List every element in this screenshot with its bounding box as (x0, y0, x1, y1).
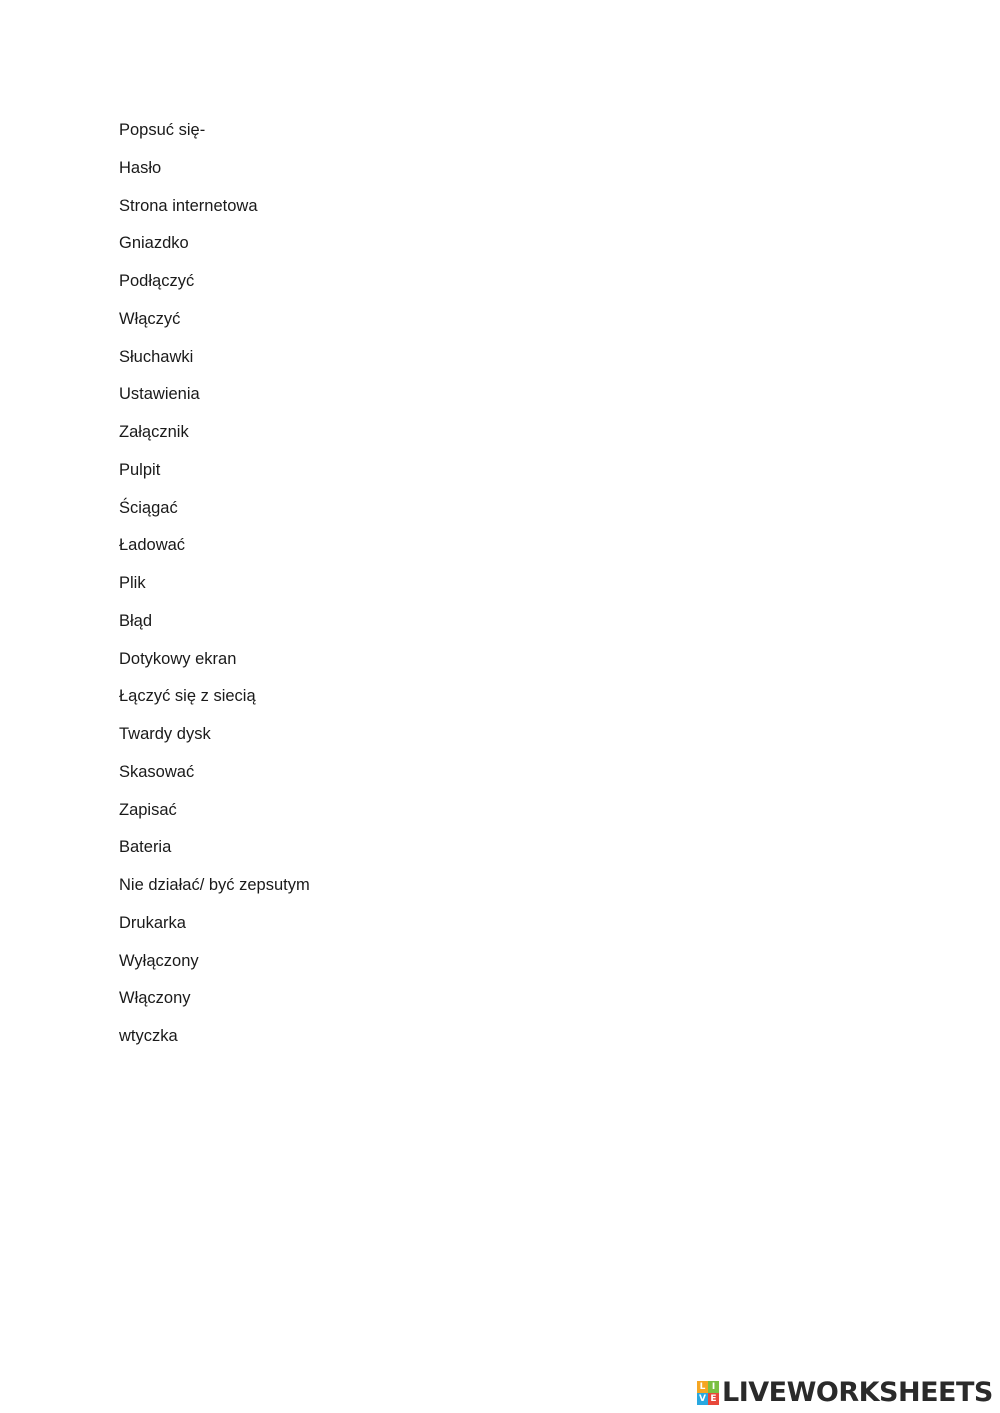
word-item: Bateria (119, 838, 172, 857)
word-item: Drukarka (119, 913, 186, 932)
word-item: Strona internetowa (119, 196, 258, 215)
word-item: Włączyć (119, 309, 181, 328)
liveworksheets-logo (697, 1379, 993, 1407)
word-item: Ściągać (119, 498, 178, 517)
logo-mark-cell: V (697, 1393, 708, 1405)
word-item: Zapisać (119, 800, 177, 819)
word-item: Nie działać/ być zepsutym (119, 876, 310, 894)
liveworksheets-logo-icon (697, 1381, 719, 1405)
word-item: Wyłączony (119, 951, 199, 970)
word-item: Załącznik (119, 423, 189, 441)
word-item: Hasło (119, 158, 162, 177)
word-item: Ustawienia (119, 385, 200, 404)
word-item: Twardy dysk (119, 725, 211, 743)
word-item: Słuchawki (119, 347, 194, 366)
logo-mark-cell: E (708, 1393, 719, 1405)
word-item: Błąd (119, 611, 153, 630)
word-item: Gniazdko (119, 234, 189, 253)
word-list (119, 118, 310, 1062)
word-item: Łączyć się z siecią (119, 687, 256, 706)
word-item: wtyczka (119, 1027, 178, 1045)
word-item: Włączony (119, 989, 191, 1008)
logo-mark-cell: I (708, 1381, 719, 1393)
logo-wordmark: LIVEWORKSHEETS (722, 1377, 993, 1408)
word-item: Skasować (119, 762, 195, 781)
word-item: Popsuć się- (119, 121, 206, 139)
word-item: Podłączyć (119, 272, 195, 290)
logo-mark-cell: L (697, 1381, 708, 1393)
word-item: Plik (119, 574, 146, 592)
word-item: Pulpit (119, 460, 161, 479)
word-item: Dotykowy ekran (119, 649, 237, 668)
word-item: Ładować (119, 536, 186, 555)
